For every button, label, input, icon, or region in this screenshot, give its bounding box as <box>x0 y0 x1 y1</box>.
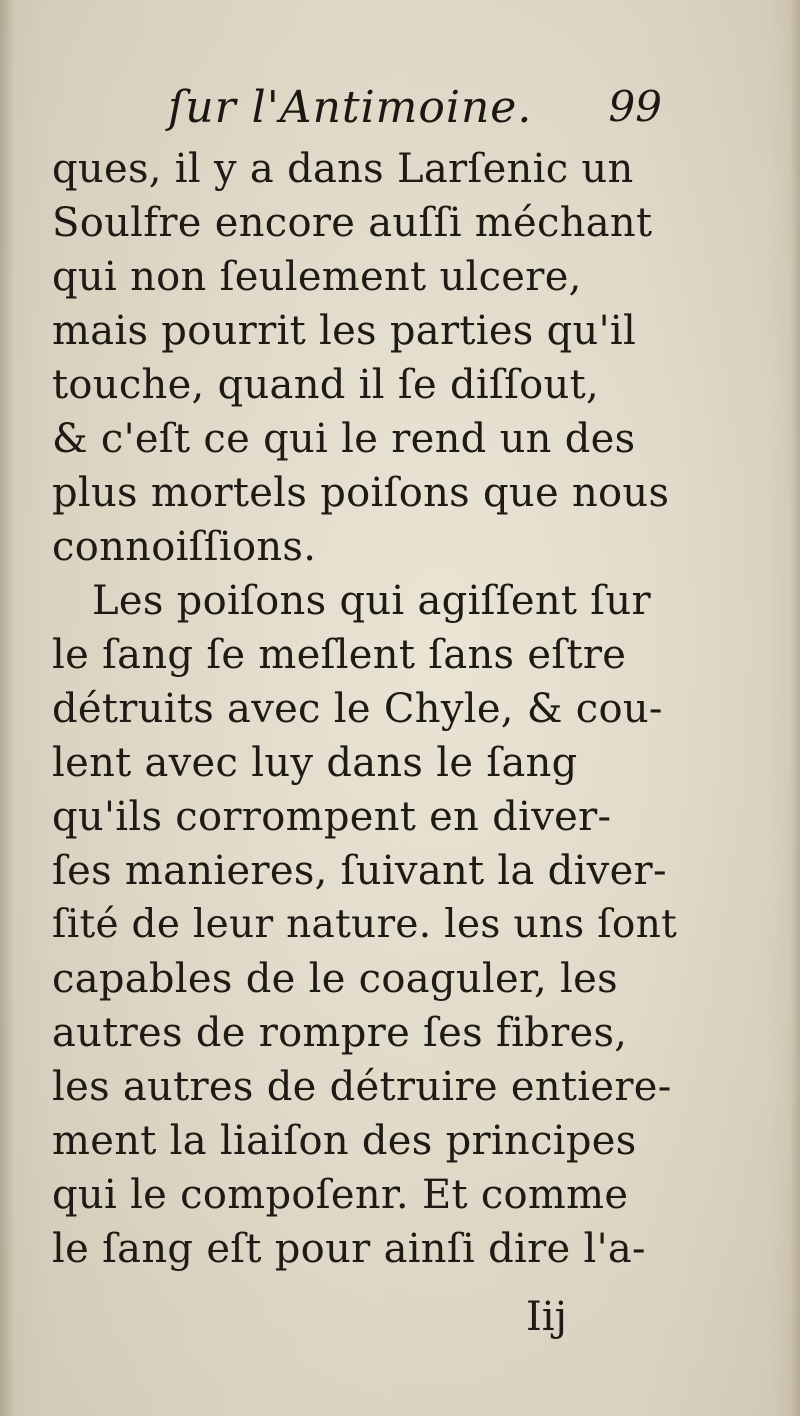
text-line: & c'eſt ce qui le rend un des <box>52 416 636 462</box>
text-line: qui non ſeulement ulcere, <box>52 254 582 300</box>
text-line: autres de rompre ſes fibres, <box>52 1010 628 1056</box>
signature-mark: Iij <box>526 1294 567 1340</box>
text-line: connoiſſions. <box>52 524 317 570</box>
text-line: Soulfre encore auſſi méchant <box>52 200 653 246</box>
text-line: ſité de leur nature. les uns ſont <box>52 902 678 947</box>
text-line: plus mortels poiſons que nous <box>52 470 670 516</box>
page-number: 99 <box>608 82 662 131</box>
text-line: ques, il y a dans Larſenic un <box>52 146 634 192</box>
text-line: capables de le coaguler, les <box>52 956 618 1002</box>
page-edge <box>790 0 800 1416</box>
text-line: détruits avec le Chyle, & cou- <box>52 686 663 732</box>
text-line: le ſang ſe meſlent ſans eſtre <box>52 632 627 678</box>
page-gutter-shadow <box>0 0 14 1416</box>
text-line: ment la liaiſon des principes <box>52 1118 637 1164</box>
text-line: qui le compoſenr. Et comme <box>52 1172 629 1218</box>
text-line: lent avec luy dans le ſang <box>52 740 578 786</box>
text-line: qu'ils corrompent en diver- <box>52 794 612 840</box>
body-text <box>52 142 692 1276</box>
text-line: le ſang eſt pour ainſi dire l'a- <box>52 1226 646 1272</box>
paragraph-start-line: Les poiſons qui agiſſent ſur <box>92 578 651 624</box>
running-title: ſur l'Antimoine. <box>168 82 533 133</box>
text-line: touche, quand il ſe diſſout, <box>52 362 600 408</box>
text-line: ſes manieres, ſuivant la diver- <box>52 848 667 894</box>
text-line: mais pourrit les parties qu'il <box>52 308 637 354</box>
text-line: les autres de détruire entiere- <box>52 1064 672 1110</box>
